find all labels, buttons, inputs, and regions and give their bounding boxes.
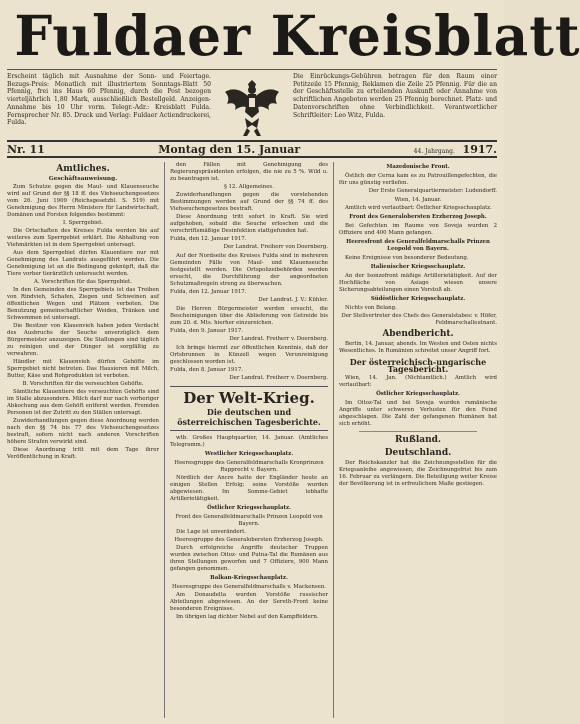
paragraph: Wien, 14. Jan. (Nichtamtlich.) Amtlich wird verlautbart: [339, 375, 497, 388]
subsection-title: I. Sperrgebiet. [63, 220, 103, 226]
subsection-title: A. Vorschriften für das Sperrgebiet. [34, 279, 132, 285]
army-heading: Front des Generalfeldmarschalls Prinzen Leopold von Bayern. [175, 514, 323, 527]
paragraph: Zum Schutze gegen die Maul- und Klauenseuche wird auf Grund der §§ 18 ff. des Viehseuchengesetzes vom 26. Juni 1909 (Reichsgesetzbl. S. 519) mit Genehmigung des Herrn Ministers für Landwirtschaft, Domänen und Forsten folgendes bestimmt: [7, 184, 159, 218]
war-title: Der Welt-Krieg. [183, 389, 315, 407]
army-heading: Heeresgruppe des Generalobersten Erzherzog Joseph. [174, 537, 324, 543]
paragraph: Zuwiderhandlungen gegen die vorstehenden Bestimmungen werden auf Grund der §§ 74 ff. des Viehseuchengesetzes bestraft. [170, 192, 328, 212]
place-date: Fulda, den 8. Januar 1917. [170, 367, 243, 373]
front-heading: Balkan-Kriegsschauplatz. [210, 575, 288, 581]
paragraph: Händler mit Klauenvieh dürfen Gehöfte im Sperrgebiet nicht betreten. Das Hausieren mit Milch, Butter, Käse und Rohprodukten ist verboten. [7, 359, 159, 379]
signature: Der Erste Generalquartiermeister: Ludendorff. [368, 188, 497, 194]
paragraph: Bei Gefechten im Raume von Soveja wurden 2 Offiziere und 400 Mann gefangen. [339, 223, 497, 236]
paragraph: den Fällen mit Genehmigung des Regierungspräsidenten erfolgen, die nie zu 5 %. Wild u. zu beantragen ist. [170, 162, 328, 182]
signature: Der Landrat. Freiherr von Doernberg. [223, 244, 328, 250]
paragraph: Auf der Nordseite des Kreises Fulda sind in mehreren Gemeinden Fälle von Maul- und Klauenseuche festgestellt worden. Die Ortspolizeibehörden werden ersucht, die Durchführung der angeordneten Schutzmaßregeln streng zu überwachen. [170, 253, 328, 287]
issue-date: Montag den 15. Januar [158, 143, 301, 156]
paragraph: Die Besitzer von Klauenvieh haben jeden Verdacht des Ausbruchs der Seuche unverzüglich dem Bürgermeister anzuzeigen. Die Stallungen sind täglich zu reinigen und der Dünger ist sorgfältig zu verwahren. [7, 323, 159, 357]
paragraph: Diese Anordnung tritt mit dem Tage ihrer Veröffentlichung in Kraft. [7, 447, 159, 460]
front-heading: Mazedonische Front. [386, 164, 450, 170]
column-2 [165, 162, 334, 718]
war-subtitle: Die deutschen und österreichischen Tagesberichte. [177, 407, 321, 427]
place-date: Fulda, den 12. Januar 1917. [170, 236, 247, 242]
paragraph: Amtlich wird verlautbart: Östlicher Kriegsschauplatz. [345, 205, 492, 211]
paragraph: Im übrigen lag dichter Nebel auf den Kampffeldern. [176, 614, 319, 620]
paragraph: Der Reichskanzler hat die Zeichnungsstellen für die Kriegsanleihe angewiesen, die Zeichnungsfrist bis zum 16. Februar zu verlängern. Die Beteiligung weiter Kreise der Bevölkerung ist in erfreulichem Maße gestiegen. [339, 460, 497, 487]
army-heading: Heeresgruppe des Generalfeldmarschalls Kronprinzen Rupprecht v. Bayern. [174, 460, 324, 473]
issue-year: 1917. [462, 143, 497, 156]
front-heading: Östlicher Kriegsschauplatz. [207, 505, 291, 511]
column-3 [334, 162, 497, 718]
paragraph: Am Donaudelta wurden Vorstöße russischer Abteilungen abgewiesen. An der Sereth-Front keine besonderen Ereignisse. [170, 592, 328, 612]
front-heading: Heeresfront des Generalfeldmarschalls Prinzen Leopold von Bayern. [346, 239, 490, 252]
eagle-icon [223, 76, 281, 138]
front-heading: Italienischer Kriegsschauplatz. [370, 264, 466, 270]
place-date: Fulda, den 9. Januar 1917. [170, 328, 243, 334]
section-heading: Deutschland. [384, 448, 452, 458]
section-heading: Rußland. [394, 435, 442, 445]
newspaper-title: Fuldaer Kreisblatt [14, 3, 580, 68]
subhead [7, 70, 497, 142]
section-subheading: Geschäftsanweisung. [48, 176, 118, 182]
front-heading: Östlicher Kriegsschauplatz. [376, 391, 460, 397]
paragraph: Durch erfolgreiche Angriffe deutscher Truppen wurden zwischen Oitoz- und Putna-Tal die Rumänen aus ihren Stellungen geworfen und 7 Offiziere, 900 Mann gefangen genommen. [170, 545, 328, 572]
paragraph: Sämtliche Klauentiere des verseuchten Gehöfts sind im Stalle abzusondern. Milch darf nur nach vorheriger Abkochung aus dem Gehöft entfernt werden. Fremden Personen ist der Zutritt zu den Ställen untersagt. [7, 389, 159, 416]
eagle-emblem [217, 73, 287, 140]
article-columns [7, 162, 497, 718]
army-heading: Heeresgruppe des Generalfeldmarschalls v. Mackensen. [171, 584, 327, 590]
war-banner [170, 386, 328, 431]
paragraph: Östlich der Cerna kam es zu Patrouillengefechten, die für uns günstig verliefen. [339, 173, 497, 186]
front-heading: Westlicher Kriegsschauplatz. [204, 451, 294, 457]
paragraph: Die Ortschaften des Kreises Fulda werden bis auf weiteres zum Sperrgebiet erklärt. Die Abhaltung von Viehmärkten ist in dem Sperrgebiet untersagt. [7, 228, 159, 248]
subscription-info: Erscheint täglich mit Ausnahme der Sonn- und Feiertage. Bezugs-Preis: Monatlich mit illustriertem Sonntags-Blatt 50 Pfennig, frei ins Haus 60 Pfennig, durch die Post bezogen vierteljährlich 1,80 Mark, ausschließlich Bestellgeld. Anzeigen-Annahme bis 10 Uhr vorm. Telegr.-Adr.: Kreisblatt Fulda. Fernsprecher Nr. 85. Druck und Verlag: Fuldaer Actiendruckerei, Fulda. [7, 73, 211, 127]
section-heading: Der österreichisch-ungarische Tagesbericht. [349, 357, 487, 374]
signature: Der Landrat. Freiherr v. Doernberg. [229, 375, 328, 381]
paragraph: Keine Ereignisse von besonderer Bedeutung. [345, 255, 469, 261]
paragraph: Nichts von Belang. [345, 305, 397, 311]
paragraph: Ich bringe hiermit zur öffentlichen Kenntnis, daß der Ortsbrunnen in Künzell wegen Verunreinigung geschlossen worden ist. [170, 345, 328, 365]
front-heading: Front des Generalobersten Erzherzog Joseph. [349, 214, 487, 220]
paragraph: wtb. Großes Hauptquartier, 14. Januar. (Amtliches Telegramm.) [170, 435, 328, 448]
section-heading: Amtliches. [56, 164, 110, 174]
report-heading: Wien, 14. Januar. [394, 197, 442, 203]
paragraph: Die Herren Bürgermeister werden ersucht, die Bescheinigungen über die Ablieferung von Getreide bis zum 20. d. Mts. hierher einzureichen. [170, 306, 328, 326]
paragraph: An der Isonzofront mäßige Artillerietätigkeit. Auf der Hochfläche von Asiago wiesen unsere Sicherungsabteilungen einen Vorstoß ab. [339, 273, 497, 293]
section-heading: Abendbericht. [382, 329, 454, 339]
signature: Der Stellvertreter des Chefs des Generalstabes: v. Höfer, Feldmarschalleutnant. [341, 313, 497, 326]
advertising-info: Die Einrückungs-Gebühren betragen für den Raum einer Petitzeile 15 Pfennig, Reklamen die Zeile 25 Pfennig. Für die an der Geschäftsstelle zu erteilenden Auskunft oder Annahme von schriftlichen Angeboten werden 25 Pfennig berechnet. Platz- und Datenvorschriften ohne Verbindlichkeit. Verantwortlicher Schriftleiter: Leo Witz, Fulda. [293, 73, 497, 119]
paragraph: In den Gemeinden des Sperrgebiets ist das Treiben von Rindvieh, Schafen, Ziegen und Schweinen auf öffentlichen Wegen und Plätzen verboten. Die Benutzung gemeinschaftlicher Weiden, Tränken und Schwemmen ist untersagt. [7, 287, 159, 321]
signature: Der Landrat. Freiherr v. Doernberg. [229, 336, 328, 342]
subsection-title: B. Vorschriften für die verseuchten Gehöfte. [22, 381, 144, 387]
paragraph: Berlin, 14. Januar, abends. Im Westen und Osten nichts Wesentliches. In Rumänien schreitet unser Angriff fort. [339, 341, 497, 354]
paragraph: Aus dem Sperrgebiet dürfen Klauentiere nur mit Genehmigung des Landrats ausgeführt werden. Die Genehmigung ist an die Bedingung geknüpft, daß die Tiere vorher tierärztlich untersucht werden. [7, 250, 159, 277]
issue-volume: 44. Jahrgang. [413, 148, 455, 155]
place-date: Fulda, den 12. Januar 1917. [170, 289, 247, 295]
paragraph: Zuwiderhandlungen gegen diese Anordnung werden nach den §§ 74 bis 77 des Viehseuchengesetzes bestraft, sofern nicht nach anderen Vorschriften höhere Strafen verwirkt sind. [7, 418, 159, 445]
divider [359, 431, 477, 432]
front-heading: Südöstlicher Kriegsschauplatz. [370, 296, 466, 302]
subsection-title: § 12. Allgemeines. [224, 184, 274, 190]
column-1 [7, 162, 165, 718]
paragraph: Nördlich der Ancre hatte der Engländer heute an einigen Stellen Erfolg; seine Vorstöße wurden abgewiesen. Im Somme-Gebiet lebhafte Artillerietätigkeit. [170, 475, 328, 502]
paragraph: Die Lage ist unverändert. [176, 529, 247, 535]
paragraph: Diese Anordnung tritt sofort in Kraft. Sie wird aufgehoben, sobald die Seuche erloschen und die vorschriftsmäßige Desinfektion stattgefunden hat. [170, 214, 328, 234]
paragraph: Im Oitoz-Tal und bei Soveja wurden rumänische Angriffe unter schweren Verlusten für den Feind abgeschlagen. Die Zahl der gefangenen Rumänen hat sich erhöht. [339, 400, 497, 427]
signature: Der Landrat. J. V.: Kühler. [258, 297, 328, 303]
issue-number: Nr. 11 [7, 143, 45, 156]
dateline [7, 142, 497, 158]
masthead [7, 3, 580, 70]
